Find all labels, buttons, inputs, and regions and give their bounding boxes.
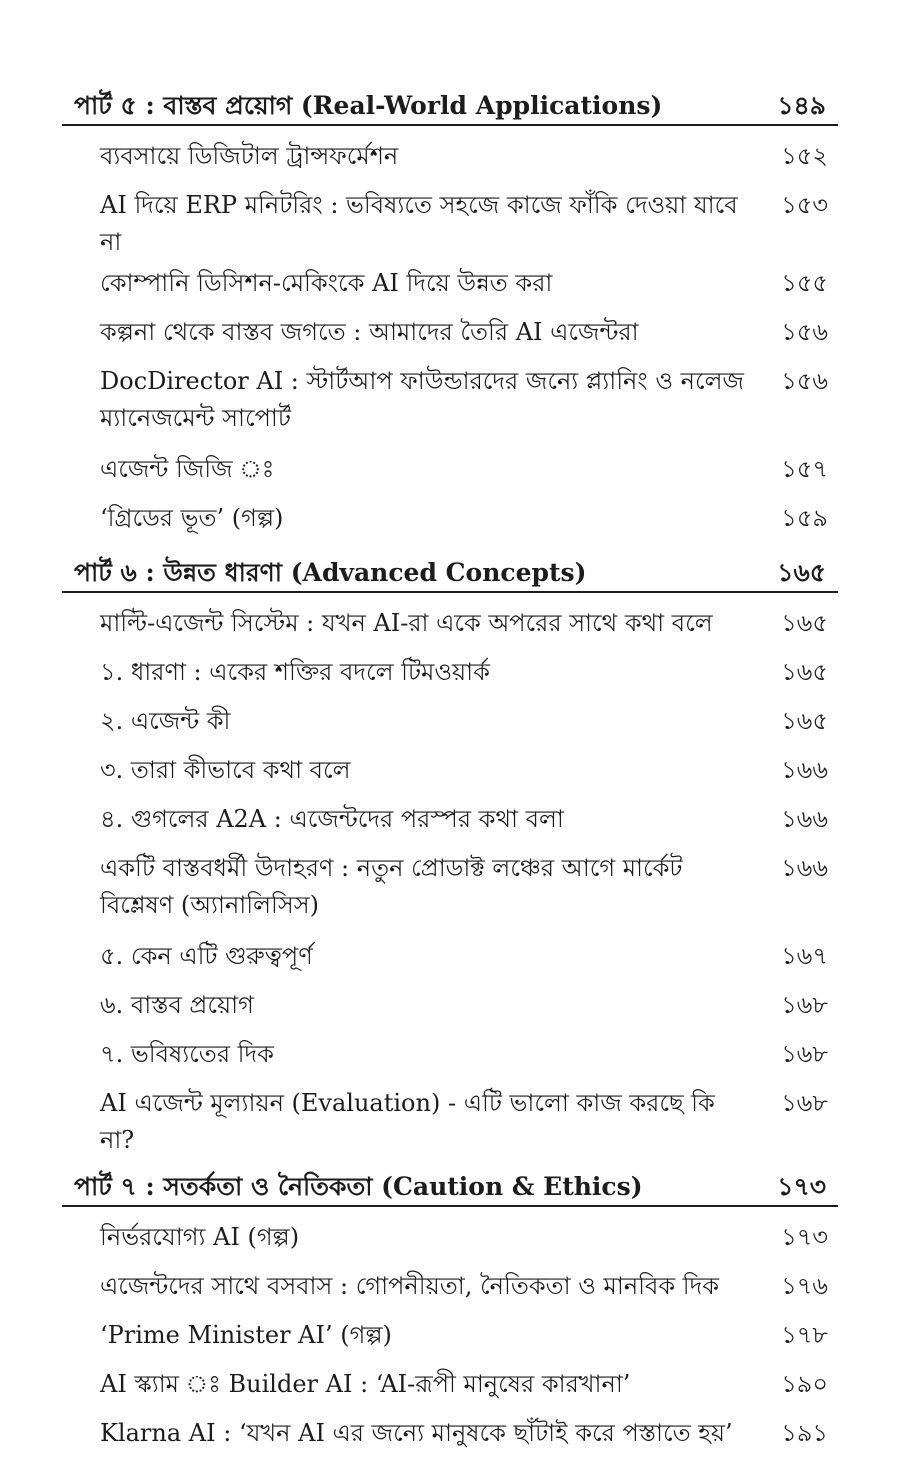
toc-entry <box>100 1313 828 1362</box>
toc-entry <box>100 447 828 496</box>
entry-page-number: ১৬৬ <box>781 805 828 833</box>
part-heading <box>62 545 838 593</box>
entry-title: ১. ধারণা : একের শক্তির বদলে টিমওয়ার্ক <box>100 658 490 686</box>
toc-entry <box>100 748 828 797</box>
entry-page-number: ১৬৮ <box>781 1040 828 1068</box>
toc-entry <box>100 1032 828 1081</box>
entry-title: DocDirector AI : স্টার্টআপ ফাউন্ডারদের জন্যে প্ল্যানিং ও নলেজ ম্যানেজমেন্ট সাপোর্ট <box>100 367 744 432</box>
part-page-number: ১৭৩ <box>777 1172 826 1201</box>
toc-entry <box>100 310 828 359</box>
entry-page-number: ১৬৫ <box>781 609 828 637</box>
entry-title: কল্পনা থেকে বাস্তব জগতে : আমাদের তৈরি AI এজেন্টরা <box>100 318 639 346</box>
toc-entry <box>100 983 828 1032</box>
entry-title: AI দিয়ে ERP মনিটরিং : ভবিষ্যতে সহজে কাজে ফাঁকি দেওয়া যাবে না <box>100 191 738 256</box>
entry-title: ২. এজেন্ট কী <box>100 707 231 735</box>
table-of-contents <box>0 78 900 1460</box>
toc-entry <box>100 1362 828 1411</box>
entry-title: ‘Prime Minister AI’ (গল্প) <box>100 1321 392 1349</box>
toc-entry <box>100 1411 828 1460</box>
toc-entry <box>100 496 828 545</box>
toc-entry <box>100 134 828 183</box>
entry-page-number: ১৬৭ <box>781 942 828 970</box>
entry-title: কোম্পানি ডিসিশন-মেকিংকে AI দিয়ে উন্নত করা <box>100 269 553 297</box>
entry-page-number: ১৬৬ <box>781 756 828 784</box>
entry-page-number: ১৬৮ <box>781 991 828 1019</box>
entry-title: ‘গ্রিডের ভূত’ (গল্প) <box>100 504 284 532</box>
toc-entry <box>100 1264 828 1313</box>
toc-entry <box>100 359 828 447</box>
entry-page-number: ১৬৬ <box>781 854 828 882</box>
entry-page-number: ১৫৬ <box>781 318 828 346</box>
part-page-number: ১৪৯ <box>777 91 826 120</box>
entry-title: এজেন্টদের সাথে বসবাস : গোপনীয়তা, নৈতিকতা ও মানবিক দিক <box>100 1272 720 1300</box>
part-entries <box>0 1215 900 1460</box>
entry-title: ৩. তারা কীভাবে কথা বলে <box>100 756 351 784</box>
toc-entry <box>100 699 828 748</box>
part-title: পার্ট ৫ : বাস্তব প্রয়োগ (Real-World Applications) <box>74 91 663 120</box>
toc-entry <box>100 183 828 261</box>
entry-title: নির্ভরযোগ্য AI (গল্প) <box>100 1223 300 1251</box>
toc-entry <box>100 934 828 983</box>
entry-page-number: ১৫৯ <box>781 504 828 532</box>
toc-entry <box>100 601 828 650</box>
entry-page-number: ১৭৮ <box>781 1321 828 1349</box>
entry-title: এজেন্ট জিজি ঃ <box>100 455 275 483</box>
toc-entry <box>100 261 828 310</box>
entry-title: ৬. বাস্তব প্রয়োগ <box>100 991 254 1019</box>
entry-page-number: ১৬৮ <box>781 1089 828 1117</box>
entry-page-number: ১৫৩ <box>781 191 828 219</box>
toc-entry <box>100 1215 828 1264</box>
part-title: পার্ট ৬ : উন্নত ধারণা (Advanced Concepts) <box>74 558 587 587</box>
entry-page-number: ১৫৫ <box>781 269 828 297</box>
entry-title: ব্যবসায়ে ডিজিটাল ট্রান্সফর্মেশন <box>100 142 399 170</box>
entry-title: ৪. গুগলের A2A : এজেন্টদের পরস্পর কথা বলা <box>100 805 564 833</box>
entry-title: ৭. ভবিষ্যতের দিক <box>100 1040 274 1068</box>
toc-entry <box>100 650 828 699</box>
entry-title: মাল্টি-এজেন্ট সিস্টেম : যখন AI-রা একে অপরের সাথে কথা বলে <box>100 609 713 637</box>
entry-page-number: ১৫৬ <box>781 367 828 395</box>
entry-title: AI স্ক্যাম ঃ Builder AI : ‘AI-রূপী মানুষের কারখানা’ <box>100 1370 631 1398</box>
entry-title: Klarna AI : ‘যখন AI এর জন্যে মানুষকে ছাঁটাই করে পস্তাতে হয়’ <box>100 1419 733 1447</box>
entry-page-number: ১৫৭ <box>781 455 828 483</box>
entry-page-number: ১৬৫ <box>781 707 828 735</box>
entry-page-number: ১৯০ <box>781 1370 828 1398</box>
entry-page-number: ১৭৬ <box>781 1272 828 1300</box>
entry-title: AI এজেন্ট মূল্যায়ন (Evaluation) - এটি ভালো কাজ করছে কি না? <box>100 1089 715 1154</box>
entry-page-number: ১৬৫ <box>781 658 828 686</box>
entry-page-number: ১৫২ <box>781 142 828 170</box>
entry-title: একটি বাস্তবধর্মী উদাহরণ : নতুন প্রোডাক্ট লঞ্চের আগে মার্কেট বিশ্লেষণ (অ্যানালিসিস) <box>100 854 683 919</box>
toc-entry <box>100 797 828 846</box>
part-entries <box>0 601 900 1159</box>
part-heading <box>62 1159 838 1207</box>
entry-page-number: ১৯১ <box>781 1419 828 1447</box>
entry-title: ৫. কেন এটি গুরুত্বপূর্ণ <box>100 942 313 970</box>
part-page-number: ১৬৫ <box>777 558 826 587</box>
part-entries <box>0 134 900 545</box>
entry-page-number: ১৭৩ <box>781 1223 828 1251</box>
part-title: পার্ট ৭ : সতর্কতা ও নৈতিকতা (Caution & Ethics) <box>74 1172 643 1201</box>
toc-entry <box>100 1081 828 1159</box>
toc-entry <box>100 846 828 934</box>
part-heading <box>62 78 838 126</box>
